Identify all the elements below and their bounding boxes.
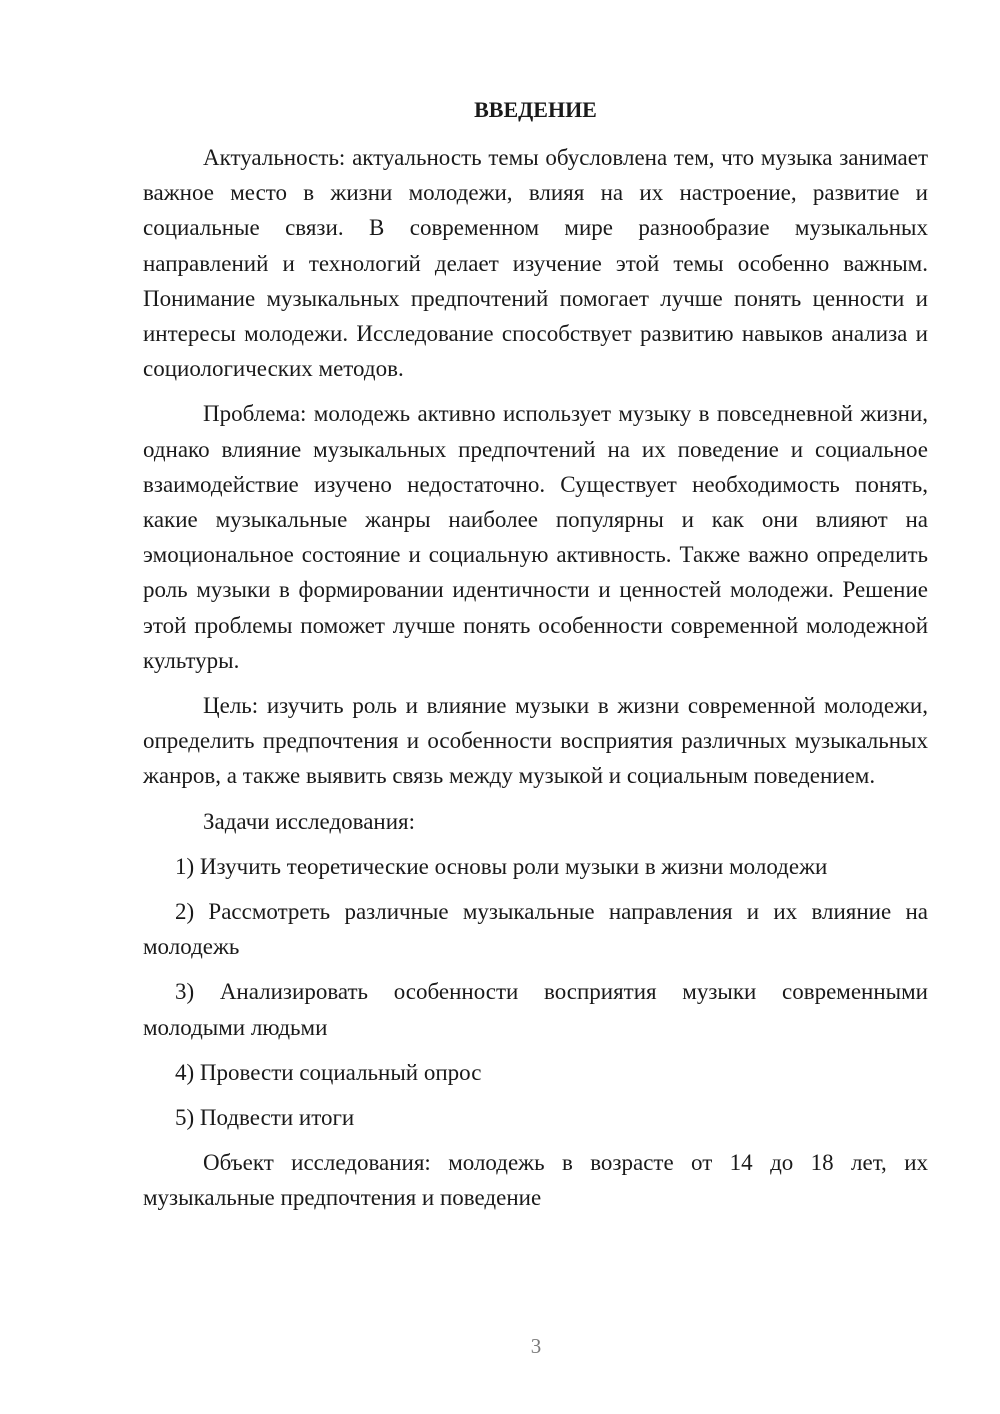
page-number: 3	[530, 1334, 542, 1358]
section-title: ВВЕДЕНИЕ	[474, 97, 597, 122]
task-item-3: 3) Анализировать особенности восприятия музыки современными молодыми людьми	[143, 979, 928, 1040]
paragraph-object: Объект исследования: молодежь в возрасте от 14 до 18 лет, их музыкальные предпочтения и поведение	[143, 1150, 928, 1211]
paragraph-problem: Проблема: молодежь активно использует музыку в повседневной жизни, однако влияние музыкальных предпочтений на их поведение и социальное взаимодействие изучено недостаточно. Существует необходимость понять, какие музыкальные жанры наиболее популярны и как они влияют на эмоциональное состояние и социальную активность. Также важно определить роль музыки в формировании идентичности и ценностей молодежи. Решение этой проблемы поможет лучше понять особенности современной молодежной культуры.	[143, 401, 928, 673]
task-item-5: 5) Подвести итоги	[175, 1105, 355, 1131]
paragraph-relevance: Актуальность: актуальность темы обусловлена тем, что музыка занимает важное место в жизни молодежи, влияя на их настроение, развитие и социальные связи. В современном мире разнообразие музыкальных направлений и технологий делает изучение этой темы особенно важным. Понимание музыкальных предпочтений помогает лучше понять ценности и интересы молодежи. Исследование способствует развитию навыков анализа и социологических методов.	[143, 145, 928, 382]
tasks-heading: Задачи исследования:	[203, 808, 416, 834]
task-item-2: 2) Рассмотреть различные музыкальные направления и их влияние на молодежь	[143, 899, 928, 960]
task-item-4: 4) Провести социальный опрос	[175, 1059, 482, 1085]
task-item-1: 1) Изучить теоретические основы роли музыки в жизни молодежи	[175, 853, 828, 879]
page-content	[143, 94, 928, 1226]
paragraph-goal: Цель: изучить роль и влияние музыки в жизни современной молодежи, определить предпочтения и особенности восприятия различных музыкальных жанров, а также выявить связь между музыкой и социальным поведением.	[143, 693, 928, 789]
